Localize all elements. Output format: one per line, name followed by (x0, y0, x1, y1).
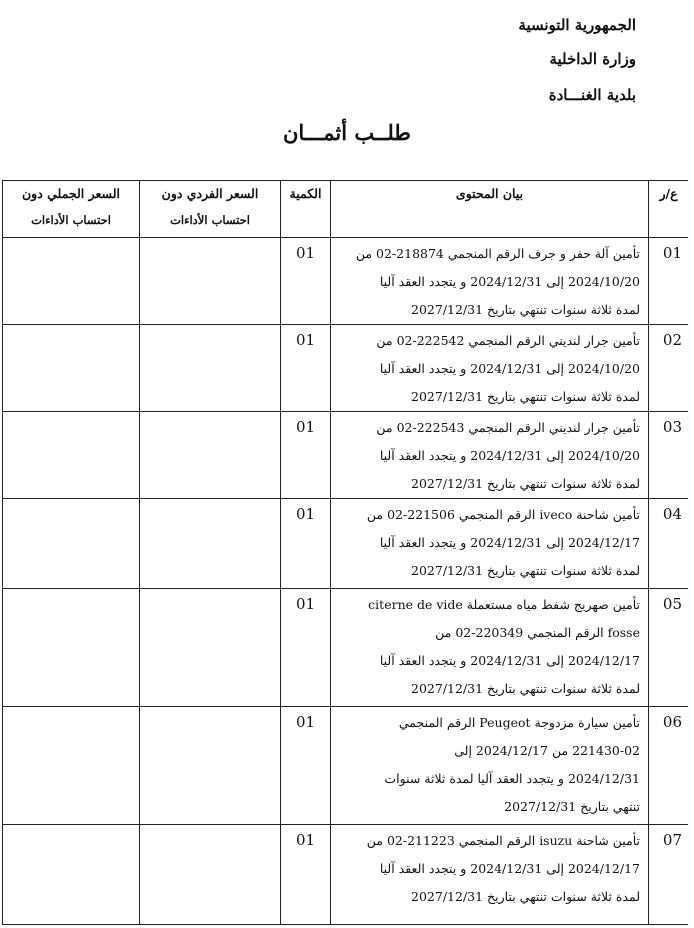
table-row (3, 589, 689, 707)
header-republic: الجمهورية التونسية (518, 16, 636, 34)
description-line: 221430-02 من 2024/12/17 إلى (454, 743, 640, 758)
description-line: 2024/12/17 إلى 2024/12/31 و يتجدد العقد آليا (379, 535, 640, 550)
header-municipality: بلدية الغنـــادة (548, 86, 636, 104)
description-line: 2024/12/17 إلى 2024/12/31 و يتجدد العقد آليا (379, 653, 640, 668)
row-description (331, 825, 649, 925)
row-quantity: 01 (281, 238, 331, 325)
row-total-price-cell[interactable] (3, 825, 140, 925)
description-line: تأمين صهريج شفط مياه مستعملة citerne de vide (368, 597, 640, 612)
row-quantity: 01 (281, 707, 331, 825)
row-number: 02 (649, 325, 689, 412)
row-unit-price-cell[interactable] (140, 707, 281, 825)
description-line: 2024/12/31 و يتجدد العقد آليا لمدة ثلاثة سنوات (384, 771, 640, 786)
row-number: 01 (649, 238, 689, 325)
col-header-num: ع/ر (649, 181, 689, 238)
row-quantity: 01 (281, 499, 331, 589)
table-row (3, 825, 689, 925)
row-number: 05 (649, 589, 689, 707)
row-number: 03 (649, 412, 689, 499)
row-description (331, 325, 649, 412)
row-quantity: 01 (281, 325, 331, 412)
table-row (3, 499, 689, 589)
page-title: طلــب أثمـــان (283, 120, 411, 145)
row-total-price-cell[interactable] (3, 589, 140, 707)
unit-price-header-line1: السعر الفردي دون (161, 186, 259, 201)
row-description (331, 499, 649, 589)
row-unit-price-cell[interactable] (140, 589, 281, 707)
unit-price-header-line2: احتساب الأداءات (170, 213, 250, 227)
price-request-sheet (2, 180, 688, 928)
description-line: تأمين جرار لنديني الرقم المنجمي 222542-02 من (376, 333, 640, 348)
description-line: 2024/10/20 إلى 2024/12/31 و يتجدد العقد آليا (379, 274, 640, 289)
row-total-price-cell[interactable] (3, 238, 140, 325)
row-description (331, 238, 649, 325)
row-total-price-cell[interactable] (3, 325, 140, 412)
row-number: 04 (649, 499, 689, 589)
row-number: 06 (649, 707, 689, 825)
description-line: 2024/10/20 إلى 2024/12/31 و يتجدد العقد آليا (379, 361, 640, 376)
col-header-qty: الكمية (281, 181, 331, 238)
row-description (331, 412, 649, 499)
row-total-price-cell[interactable] (3, 499, 140, 589)
description-line: لمدة ثلاثة سنوات تنتهي بتاريخ 2027/12/31 (411, 563, 640, 578)
description-line: تأمين شاحنة isuzu الرقم المنجمي 211223-02 من (366, 833, 640, 848)
price-request-table (2, 180, 688, 925)
description-line: تأمين سيارة مزدوجة Peugeot الرقم المنجمي (398, 715, 640, 730)
table-row (3, 707, 689, 825)
table-row (3, 412, 689, 499)
description-line: لمدة ثلاثة سنوات تنتهي بتاريخ 2027/12/31 (411, 889, 640, 904)
total-price-header-line1: السعر الجملي دون (22, 186, 120, 201)
row-unit-price-cell[interactable] (140, 238, 281, 325)
table-header-row (3, 181, 689, 238)
description-line: 2024/12/17 إلى 2024/12/31 و يتجدد العقد آليا (379, 861, 640, 876)
row-total-price-cell[interactable] (3, 707, 140, 825)
total-price-header-line2: احتساب الأداءات (31, 213, 111, 227)
header-ministry: وزارة الداخلية (549, 50, 636, 68)
table-row (3, 325, 689, 412)
row-unit-price-cell[interactable] (140, 825, 281, 925)
description-line: 2024/10/20 إلى 2024/12/31 و يتجدد العقد آليا (379, 448, 640, 463)
row-quantity: 01 (281, 589, 331, 707)
row-unit-price-cell[interactable] (140, 325, 281, 412)
description-line: لمدة ثلاثة سنوات تنتهي بتاريخ 2027/12/31 (411, 389, 640, 404)
row-quantity: 01 (281, 412, 331, 499)
description-line: لمدة ثلاثة سنوات تنتهي بتاريخ 2027/12/31 (411, 302, 640, 317)
row-total-price-cell[interactable] (3, 412, 140, 499)
description-line: تنتهي بتاريخ 2027/12/31 (504, 799, 640, 814)
row-unit-price-cell[interactable] (140, 412, 281, 499)
col-header-content: بيان المحتوى (331, 181, 649, 238)
description-line: تأمين آلة حفر و جرف الرقم المنجمي 218874-02 من (355, 246, 640, 261)
row-quantity: 01 (281, 825, 331, 925)
row-unit-price-cell[interactable] (140, 499, 281, 589)
col-header-unit-price (140, 181, 281, 238)
col-header-total-price (3, 181, 140, 238)
row-number: 07 (649, 825, 689, 925)
row-description (331, 589, 649, 707)
description-line: لمدة ثلاثة سنوات تنتهي بتاريخ 2027/12/31 (411, 681, 640, 696)
table-row (3, 238, 689, 325)
description-line: fosse الرقم المنجمي 220349-02 من (435, 625, 640, 640)
description-line: لمدة ثلاثة سنوات تنتهي بتاريخ 2027/12/31 (411, 476, 640, 491)
description-line: تأمين شاحنة iveco الرقم المنجمي 221506-02 من (366, 507, 640, 522)
row-description (331, 707, 649, 825)
description-line: تأمين جرار لنديني الرقم المنجمي 222543-02 من (376, 420, 640, 435)
